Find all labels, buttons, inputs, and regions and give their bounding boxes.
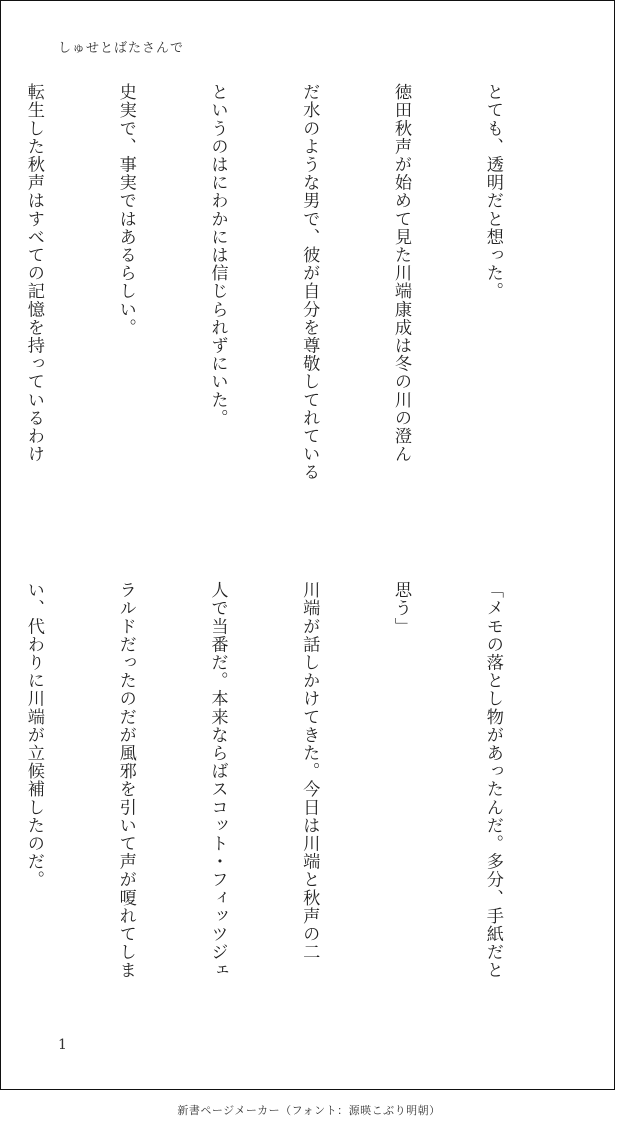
upper-text-block — [23, 83, 569, 549]
text-line: い、代わりに川端が立候補したのだ。 — [23, 581, 44, 889]
footer-credit: 新書ページメーカー（フォント：源暎こぶり明朝） — [177, 1104, 441, 1117]
page-number: 1 — [58, 1037, 67, 1053]
text-line: 史実で、事実ではあるらしい。 — [115, 83, 136, 337]
text-line: ラルドだったのだが風邪を引いて声が嗄れてしま — [115, 581, 136, 980]
upper-vertical-text — [23, 83, 569, 549]
text-line: 転生した秋声はすべての記憶を持っているわけ — [23, 83, 44, 464]
lower-vertical-text — [23, 581, 569, 1001]
running-title: しゅせとばたさんで — [58, 41, 185, 56]
text-line: 「メモの落とし物があったんだ。多分、手紙だと — [482, 581, 503, 980]
lower-text-block — [23, 581, 569, 1001]
text-line: だ水のような男で、彼が自分を尊敬してれている — [299, 83, 320, 482]
text-line: 徳田秋声が始めて見た川端康成は冬の川の澄ん — [391, 83, 412, 464]
text-line: というのはにわかには信じられずにいた。 — [207, 83, 228, 427]
text-line: 思う」 — [391, 581, 412, 636]
text-line: 川端が話しかけてきた。今日は川端と秋声の二 — [299, 581, 320, 962]
text-line: 人で当番だ。本来ならばスコット・フィッツジェ — [207, 581, 228, 980]
text-line: とても、透明だと想った。 — [482, 83, 503, 301]
